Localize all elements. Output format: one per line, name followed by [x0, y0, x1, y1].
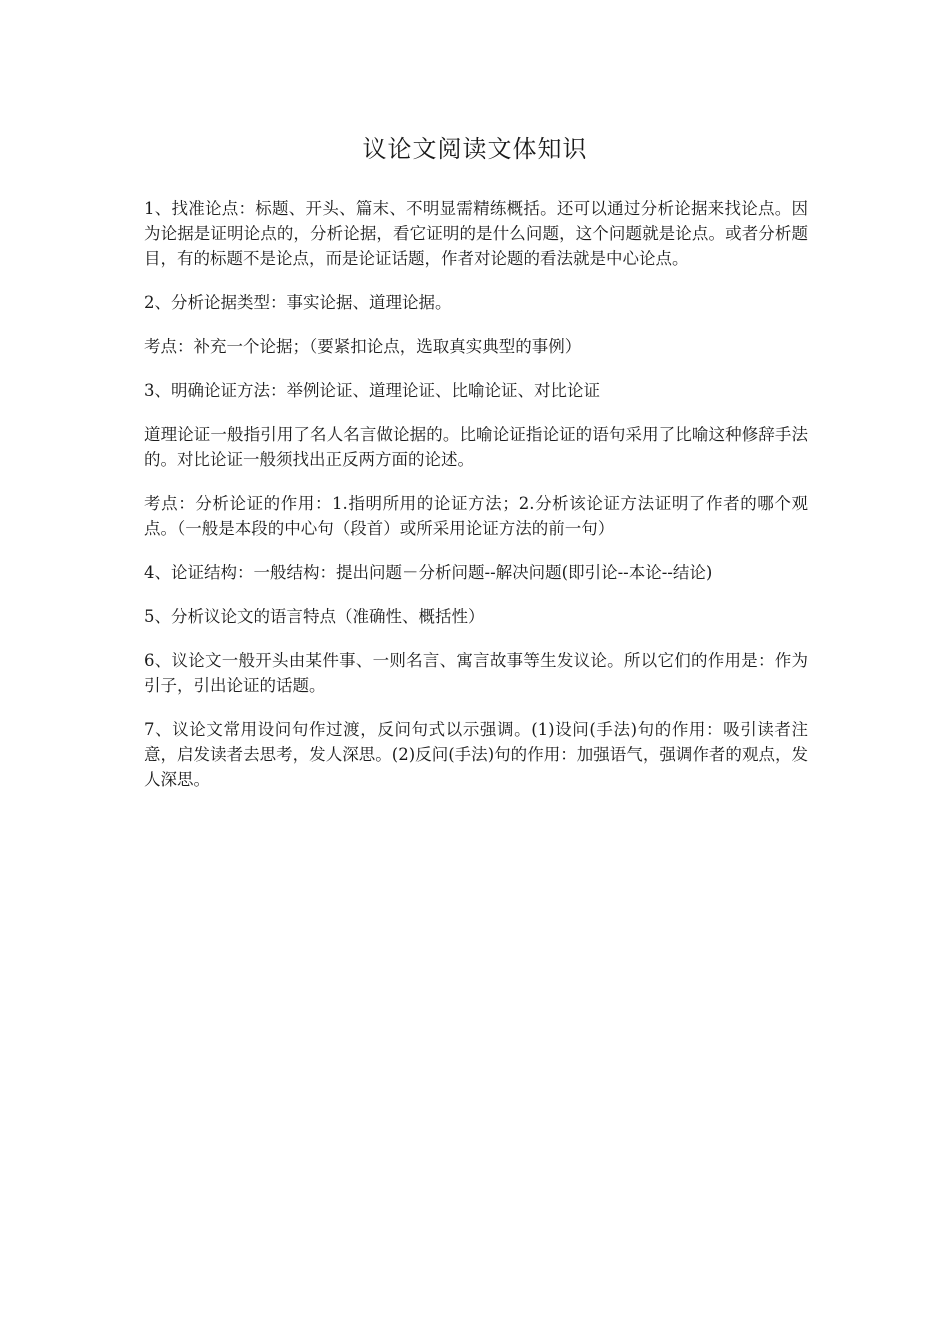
paragraph-evidence-types: 2、分析论据类型：事实论据、道理论据。	[144, 293, 452, 312]
paragraph-find-thesis: 1、找准论点：标题、开头、篇末、不明显需精练概括。还可以通过分析论据来找论点。因为论据是证明论点的，分析论据，看它证明的是什么问题，这个问题就是论点。或者分析题目，有的标题不是论点，而是论证话题，作者对论题的看法就是中心论点。	[144, 199, 808, 268]
paragraph-argument-methods: 3、明确论证方法：举例论证、道理论证、比喻论证、对比论证	[144, 381, 600, 400]
document-body	[144, 196, 808, 811]
paragraph-opening-function: 6、议论文一般开头由某件事、一则名言、寓言故事等生发议论。所以它们的作用是：作为引子，引出论证的话题。	[144, 651, 808, 695]
paragraph-exam-point-evidence: 考点：补充一个论据；（要紧扣论点，选取真实典型的事例）	[144, 337, 582, 356]
paragraph-exam-point-methods: 考点：分析论证的作用：1.指明所用的论证方法；2.分析该论证方法证明了作者的哪个观点。（一般是本段的中心句（段首）或所采用论证方法的前一句）	[144, 494, 808, 538]
paragraph-language-features: 5、分析议论文的语言特点（准确性、概括性）	[144, 607, 485, 626]
paragraph-rhetorical-questions: 7、议论文常用设问句作过渡，反问句式以示强调。(1)设问(手法)句的作用：吸引读者注意，启发读者去思考，发人深思。(2)反问(手法)句的作用：加强语气，强调作者的观点，发人深思。	[144, 720, 808, 789]
paragraph-argument-structure: 4、论证结构：一般结构：提出问题－分析问题--解决问题(即引论--本论--结论)	[144, 563, 713, 582]
document-title: 议论文阅读文体知识	[362, 135, 588, 163]
paragraph-method-explanation: 道理论证一般指引用了名人名言做论据的。比喻论证指论证的语句采用了比喻这种修辞手法的。对比论证一般须找出正反两方面的论述。	[144, 425, 808, 469]
